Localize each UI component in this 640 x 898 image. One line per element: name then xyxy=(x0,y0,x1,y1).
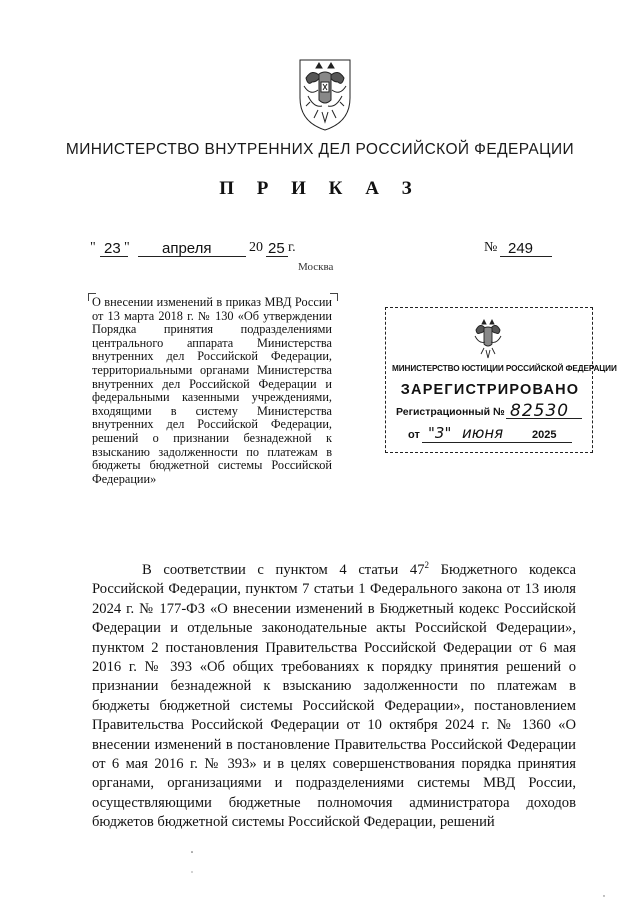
stamp-date-month: июня xyxy=(462,424,504,442)
coat-of-arms-icon xyxy=(470,316,506,362)
stamp-date-day: "3" xyxy=(428,424,452,442)
city-label: Москва xyxy=(298,261,334,273)
stamp-date-underline xyxy=(422,442,572,443)
stamp-agency: МИНИСТЕРСТВО ЮСТИЦИИ РОССИЙСКОЙ ФЕДЕРАЦИИ xyxy=(392,364,617,373)
coat-of-arms-icon xyxy=(294,52,356,132)
date-quote-open: " xyxy=(90,240,96,255)
date-day: 23 xyxy=(104,240,121,257)
date-year-suffix: г. xyxy=(288,240,296,255)
stamp-number-underline xyxy=(506,418,582,419)
year-underline xyxy=(266,256,288,257)
date-quote-close: " xyxy=(124,240,130,255)
stamp-date-year: 2025 xyxy=(532,429,557,441)
day-underline xyxy=(100,256,128,257)
body-text-part1: В соответствии с пунктом 4 статьи 47 xyxy=(142,562,425,578)
body-superscript: 2 xyxy=(424,560,430,571)
number-label: № xyxy=(484,240,498,255)
number-value: 249 xyxy=(508,240,534,257)
registration-stamp xyxy=(385,307,617,453)
ministry-title: МИНИСТЕРСТВО ВНУТРЕННИХ ДЕЛ РОССИЙСКОЙ ФЕДЕРАЦИИ xyxy=(65,141,575,158)
order-number xyxy=(484,240,564,260)
stamp-registered: ЗАРЕГИСТРИРОВАНО xyxy=(400,382,580,398)
number-underline xyxy=(500,256,552,257)
order-body-paragraph xyxy=(92,561,576,833)
month-underline xyxy=(138,256,246,257)
order-subject: О внесении изменений в приказ МВД России от 13 марта 2018 г. № 130 «Об утверждении Порядка принятия подразделениями центрального аппарата Министерства внутренних дел Российской Федерации, территориальными органами Министерства внутренних дел Российской Федерации и федеральными казенными учреждениями, входящими в систему Министерства внутренних дел Российской Федерации, решений о признании безнадежной к взысканию задолженности по платежам в бюджеты бюджетной системы Российской Федерации» xyxy=(92,295,332,486)
order-date xyxy=(92,240,322,260)
date-year: 25 xyxy=(268,240,285,257)
body-text-part2: Бюджетного кодекса Российской Федерации, пунктом 7 статьи 1 Федерального закона от 13 июля 2024 г. № 177-ФЗ «О внесении изменений в Бюджетный кодекс Российской Федерации и отдельные законодательные акты Российской Федерации», пунктом 2 постановления Правительства Российской Федерации от 6 мая 2016 г. № 393 «Об общих требованиях к порядку принятия решений о признании безнадежной к взысканию задолженности по платежам в бюджеты бюджетной системы Российской Федерации», постановлением Правительства Российской Федерации от 10 октября 2024 г. № 1360 «О внесении изменений в постановление Правительства Российской Федерации от 6 мая 2016 г. № 393» и в целях совершенствования порядка принятия органами, организациями и подразделениями системы МВД России, осуществляющими бюджетные полномочия администратора доходов бюджетов бюджетной системы Российской Федерации, решений xyxy=(92,562,576,831)
stamp-date-prefix: от xyxy=(408,429,420,441)
stamp-reg-number: 82530 xyxy=(510,401,570,421)
stamp-reg-label: Регистрационный № xyxy=(396,406,505,418)
date-month: апреля xyxy=(162,240,212,257)
date-century: 20 xyxy=(249,240,263,255)
document-type-title: П Р И К А З xyxy=(219,178,421,199)
